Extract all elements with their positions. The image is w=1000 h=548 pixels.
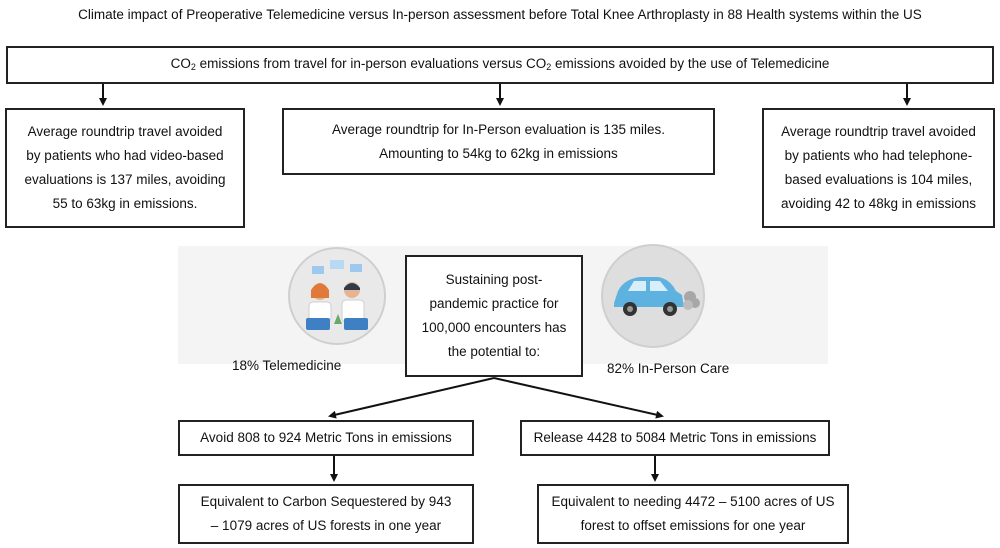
avoid-emissions-text: Avoid 808 to 924 Metric Tons in emissions xyxy=(200,430,452,445)
phone-box-line: avoiding 42 to 48kg in emissions xyxy=(780,196,977,211)
center-box-line: Sustaining post- xyxy=(445,272,543,287)
inperson-box-line: Amounting to 54kg to 62kg in emissions xyxy=(379,145,618,161)
forest-box-line: – 1079 acres of US forests in one year xyxy=(210,518,442,533)
phone-box-line: Average roundtrip travel avoided xyxy=(781,124,976,139)
video-box-line: by patients who had video-based xyxy=(26,148,224,163)
arrow-to-avoid-box xyxy=(330,378,494,416)
center-box-line: pandemic practice for xyxy=(429,296,559,311)
arrow-to-release-box xyxy=(494,378,662,416)
inperson-box-line: Average roundtrip for In-Person evaluation is 135 miles. xyxy=(332,121,665,137)
center-box-line: 100,000 encounters has xyxy=(421,320,567,335)
telemedicine-percent-label: 18% Telemedicine xyxy=(232,358,342,373)
video-box-line: evaluations is 137 miles, avoiding xyxy=(24,172,226,187)
diagram-title: Climate impact of Preoperative Telemedicine versus In-person assessment before Total Knee Arthroplasty in 88 Health systems within the US xyxy=(78,7,922,22)
forest-box-line: Equivalent to Carbon Sequestered by 943 xyxy=(200,494,452,509)
inperson-percent-label: 82% In-Person Care xyxy=(607,361,730,376)
video-box-line: 55 to 63kg in emissions. xyxy=(52,196,198,211)
co2-comparison-text: $CO_2$ emissions from travel for in-person evaluations versus $CO_2$ emissions avoided by the use of Telemedicine xyxy=(170,55,830,72)
offset-box-line: Equivalent to needing 4472 – 5100 acres of US xyxy=(551,494,835,509)
phone-box-line: by patients who had telephone- xyxy=(784,148,973,163)
offset-box-line: forest to offset emissions for one year xyxy=(580,518,806,533)
phone-box-line: based evaluations is 104 miles, xyxy=(784,172,973,187)
release-emissions-text: Release 4428 to 5084 Metric Tons in emissions xyxy=(533,430,817,445)
video-box-line: Average roundtrip travel avoided xyxy=(27,124,223,139)
center-box-line: the potential to: xyxy=(447,344,541,359)
